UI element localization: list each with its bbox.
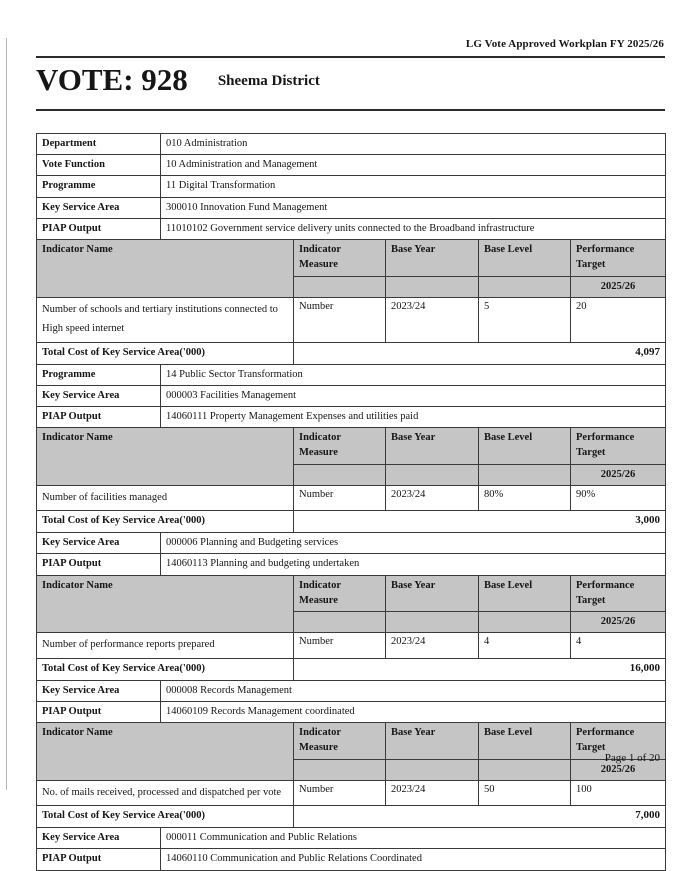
target-year-cell: 2025/26 [571, 276, 666, 297]
info-row-inner [37, 134, 666, 155]
total-cost-label: Total Cost of Key Service Area('000) [37, 511, 294, 533]
base-level-header: Base Level [479, 428, 571, 464]
info-label: Key Service Area [37, 197, 161, 218]
total-cost-row [37, 342, 666, 364]
info-row [36, 364, 666, 386]
total-cost-value: 7,000 [294, 806, 666, 828]
info-value: 300010 Innovation Fund Management [161, 197, 666, 218]
indicator-table [36, 427, 666, 533]
indicator-name-cell: No. of mails received, processed and dispatched per vote [37, 780, 294, 805]
indicator-measure-cell: Number [294, 297, 386, 342]
info-row-inner [37, 197, 666, 218]
district-name: Sheema District [217, 73, 320, 89]
info-row [36, 680, 666, 702]
vote-title: VOTE: 928 [36, 62, 188, 97]
info-row-inner [37, 533, 666, 554]
base-level-cell: 80% [479, 485, 571, 510]
indicator-header-row [37, 723, 666, 759]
vote-header [36, 63, 320, 97]
info-row-inner [37, 406, 666, 427]
empty-subheader-cell [479, 612, 571, 633]
page-number: Page 1 of 20 [604, 752, 660, 764]
indicator-data-row [37, 297, 666, 342]
indicator-name-header: Indicator Name [37, 723, 294, 781]
info-label: Key Service Area [37, 385, 161, 406]
indicator-measure-header: Indicator Measure [294, 723, 386, 759]
empty-subheader-cell [386, 464, 479, 485]
info-row-inner [37, 849, 666, 870]
info-value: 000006 Planning and Budgeting services [161, 533, 666, 554]
info-label: PIAP Output [37, 849, 161, 870]
info-row [36, 701, 666, 723]
base-level-cell: 5 [479, 297, 571, 342]
info-label: Department [37, 134, 161, 155]
indicator-measure-cell: Number [294, 780, 386, 805]
info-value: 14060110 Communication and Public Relations Coordinated [161, 849, 666, 870]
empty-subheader-cell [294, 464, 386, 485]
info-row [36, 406, 666, 428]
empty-subheader-cell [294, 612, 386, 633]
info-row-inner [37, 828, 666, 849]
info-value: 000011 Communication and Public Relations [161, 828, 666, 849]
base-year-cell: 2023/24 [386, 297, 479, 342]
info-row-inner [37, 176, 666, 197]
base-year-cell: 2023/24 [386, 633, 479, 658]
info-row [36, 175, 666, 197]
indicator-name-cell: Number of schools and tertiary institutions connected to High speed internet [37, 297, 294, 342]
base-year-header: Base Year [386, 428, 479, 464]
performance-target-header: Performance Target [571, 723, 666, 759]
info-row [36, 532, 666, 554]
performance-target-cell: 100 [571, 780, 666, 805]
performance-target-cell: 90% [571, 485, 666, 510]
info-value: 11 Digital Transformation [161, 176, 666, 197]
total-cost-row [37, 658, 666, 680]
empty-subheader-cell [479, 276, 571, 297]
total-cost-label: Total Cost of Key Service Area('000) [37, 806, 294, 828]
scan-edge-artifact [6, 38, 7, 790]
info-row [36, 553, 666, 575]
info-value: 14 Public Sector Transformation [161, 364, 666, 385]
header-rule [36, 56, 665, 58]
document-header-title: LG Vote Approved Workplan FY 2025/26 [465, 38, 664, 50]
indicator-header-row [37, 428, 666, 464]
info-row-inner [37, 701, 666, 722]
info-row-inner [37, 364, 666, 385]
indicator-data-row [37, 780, 666, 805]
target-year-cell: 2025/26 [571, 759, 666, 780]
info-row [36, 197, 666, 219]
empty-subheader-cell [386, 612, 479, 633]
info-row [36, 133, 666, 155]
info-row [36, 827, 666, 849]
indicator-table [36, 722, 666, 828]
info-row [36, 385, 666, 407]
total-cost-label: Total Cost of Key Service Area('000) [37, 658, 294, 680]
info-row-inner [37, 218, 666, 239]
empty-subheader-cell [479, 759, 571, 780]
info-label: Key Service Area [37, 533, 161, 554]
indicator-table [36, 239, 666, 364]
info-label: Programme [37, 176, 161, 197]
workplan-table [36, 133, 665, 871]
empty-subheader-cell [294, 759, 386, 780]
empty-subheader-cell [479, 464, 571, 485]
total-cost-value: 4,097 [294, 342, 666, 364]
indicator-name-cell: Number of performance reports prepared [37, 633, 294, 658]
indicator-name-header: Indicator Name [37, 240, 294, 298]
info-value: 14060111 Property Management Expenses and utilities paid [161, 406, 666, 427]
info-value: 010 Administration [161, 134, 666, 155]
base-level-header: Base Level [479, 240, 571, 276]
info-label: PIAP Output [37, 701, 161, 722]
empty-subheader-cell [294, 276, 386, 297]
performance-target-header: Performance Target [571, 428, 666, 464]
base-level-header: Base Level [479, 723, 571, 759]
indicator-measure-header: Indicator Measure [294, 240, 386, 276]
info-label: Key Service Area [37, 680, 161, 701]
indicator-header-row [37, 240, 666, 276]
indicator-measure-cell: Number [294, 485, 386, 510]
indicator-name-header: Indicator Name [37, 575, 294, 633]
total-cost-value: 16,000 [294, 658, 666, 680]
performance-target-header: Performance Target [571, 575, 666, 611]
info-label: PIAP Output [37, 554, 161, 575]
title-rule [36, 109, 665, 111]
indicator-name-cell: Number of facilities managed [37, 485, 294, 510]
info-value: 11010102 Government service delivery units connected to the Broadband infrastructure [161, 218, 666, 239]
total-cost-label: Total Cost of Key Service Area('000) [37, 342, 294, 364]
info-label: PIAP Output [37, 218, 161, 239]
info-row [36, 848, 666, 870]
info-value: 10 Administration and Management [161, 155, 666, 176]
info-value: 14060109 Records Management coordinated [161, 701, 666, 722]
base-level-cell: 50 [479, 780, 571, 805]
info-label: PIAP Output [37, 406, 161, 427]
indicator-header-row [37, 575, 666, 611]
base-year-header: Base Year [386, 575, 479, 611]
info-row-inner [37, 385, 666, 406]
performance-target-cell: 4 [571, 633, 666, 658]
empty-subheader-cell [386, 759, 479, 780]
base-year-header: Base Year [386, 723, 479, 759]
info-row [36, 154, 666, 176]
info-row [36, 218, 666, 240]
total-cost-row [37, 806, 666, 828]
base-level-cell: 4 [479, 633, 571, 658]
indicator-data-row [37, 485, 666, 510]
info-row-inner [37, 554, 666, 575]
info-value: 000008 Records Management [161, 680, 666, 701]
indicator-measure-cell: Number [294, 633, 386, 658]
indicator-name-header: Indicator Name [37, 428, 294, 486]
base-year-cell: 2023/24 [386, 780, 479, 805]
empty-subheader-cell [386, 276, 479, 297]
target-year-cell: 2025/26 [571, 464, 666, 485]
info-row-inner [37, 680, 666, 701]
indicator-measure-header: Indicator Measure [294, 428, 386, 464]
total-cost-value: 3,000 [294, 511, 666, 533]
indicator-table [36, 575, 666, 681]
total-cost-row [37, 511, 666, 533]
info-value: 14060113 Planning and budgeting undertaken [161, 554, 666, 575]
performance-target-cell: 20 [571, 297, 666, 342]
indicator-measure-header: Indicator Measure [294, 575, 386, 611]
target-year-cell: 2025/26 [571, 612, 666, 633]
info-value: 000003 Facilities Management [161, 385, 666, 406]
indicator-data-row [37, 633, 666, 658]
info-label: Programme [37, 364, 161, 385]
info-row-inner [37, 155, 666, 176]
base-year-cell: 2023/24 [386, 485, 479, 510]
base-year-header: Base Year [386, 240, 479, 276]
info-label: Key Service Area [37, 828, 161, 849]
base-level-header: Base Level [479, 575, 571, 611]
performance-target-header: Performance Target [571, 240, 666, 276]
info-label: Vote Function [37, 155, 161, 176]
